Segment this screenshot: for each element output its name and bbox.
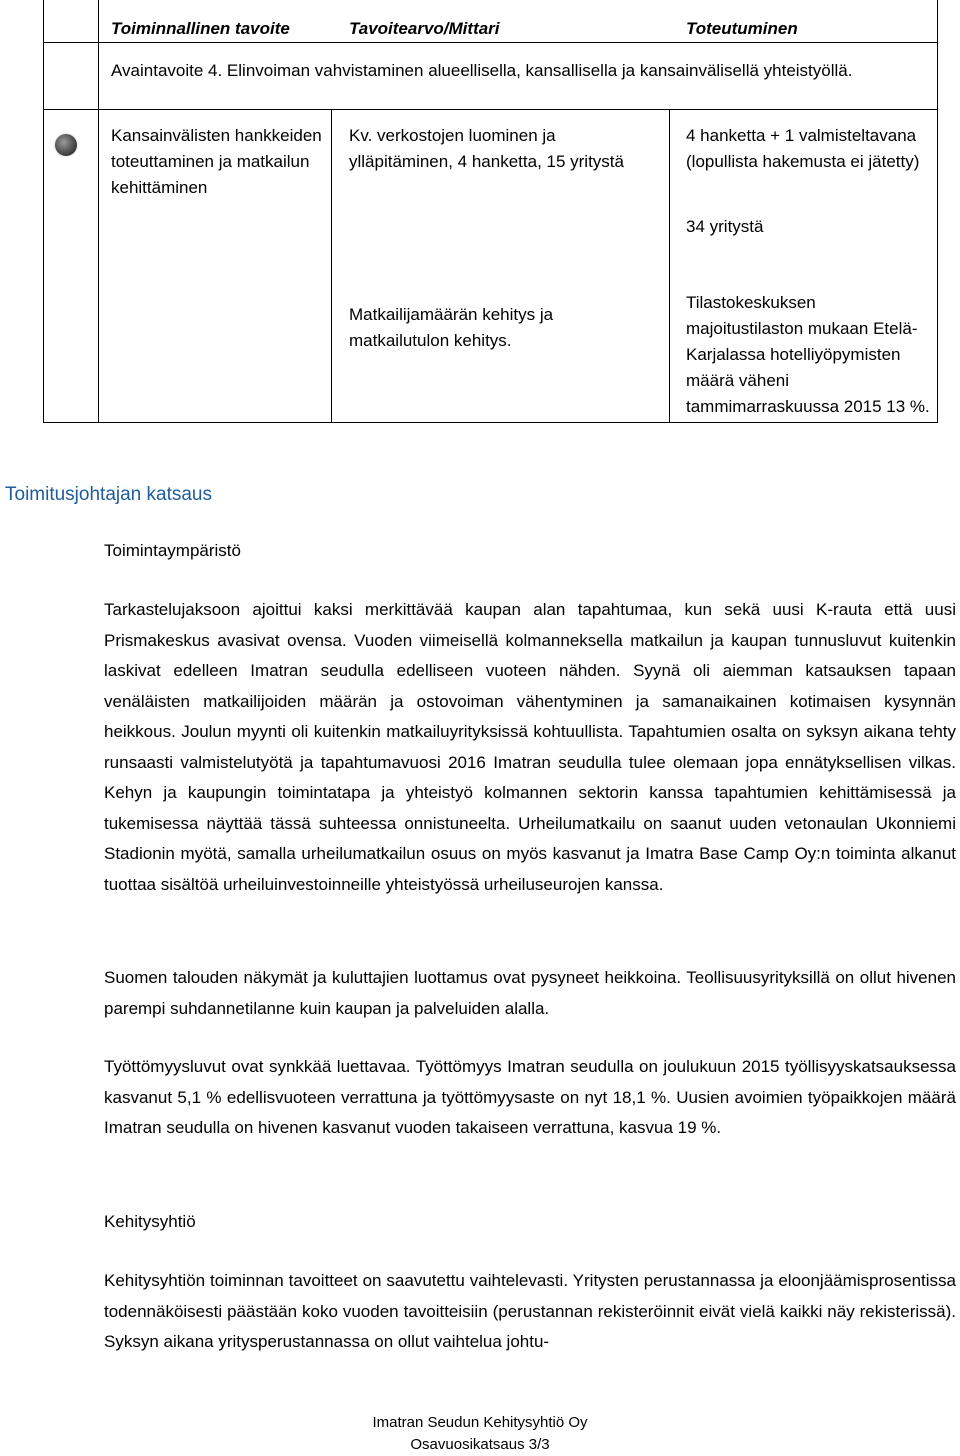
goal-text: Avaintavoite 4. Elinvoiman vahvistaminen alueellisella, kansallisella ja kansainvälisellä yhteistyöllä.	[111, 61, 853, 80]
table-col-divider-3	[669, 109, 670, 423]
table-row-divider-goal	[43, 109, 938, 110]
paragraph-2: Suomen talouden näkymät ja kuluttajien luottamus ovat pysyneet heikkoina. Teollisuusyrityksillä on ollut hivenen parempi suhdannetilanne kuin kaupan ja palveluiden alalla.	[104, 968, 956, 1018]
row1-result: 4 hanketta + 1 valmisteltavana (lopullista hakemusta ei jätetty)	[686, 126, 920, 171]
row1-result-companies: 34 yritystä	[686, 217, 764, 236]
table-border-left	[43, 0, 44, 423]
header-objective: Toiminnallinen tavoite	[111, 19, 290, 38]
row2-result: Tilastokeskuksen majoitustilaston mukaan Etelä-Karjalassa hotelliyöpymisten määrä väheni tammimarraskuussa 2015 13 %.	[686, 293, 930, 416]
footer-company: Imatran Seudun Kehitysyhtiö Oy	[372, 1414, 588, 1431]
paragraph-3: Työttömyysluvut ovat synkkää luettavaa. Työttömyys Imatran seudulla on joulukuun 2015 työllisyyskatsauksessa kasvanut 5,1 % edellisvuoteen verrattuna ja työttömyysaste on nyt 18,1 %. Uusien avoimien työpaikkojen määrä Imatran seudulla on hivenen kasvanut vuoden takaiseen verrattuna, kasvua 19 %.	[104, 1057, 956, 1137]
row1-target: Kv. verkostojen luominen ja ylläpitäminen, 4 hanketta, 15 yritystä	[349, 126, 624, 171]
subheading-toimintaymparisto: Toimintaympäristö	[104, 541, 241, 560]
footer-page: Osavuosikatsaus 3/3	[410, 1436, 550, 1453]
table-row-divider-header	[43, 42, 938, 43]
row1-objective: Kansainvälisten hankkeiden toteuttaminen ja matkailun kehittäminen	[111, 126, 322, 197]
section-title: Toimitusjohtajan katsaus	[5, 484, 212, 505]
row2-target: Matkailijamäärän kehitys ja matkailutulon kehitys.	[349, 305, 554, 350]
paragraph-1: Tarkastelujaksoon ajoittui kaksi merkittävää kaupan alan tapahtumaa, kun sekä uusi K-rauta että uusi Prismakeskus avasivat ovensa. Vuoden viimeisellä kolmanneksella matkailun ja kaupan tunnusluvut kuitenkin laskivat edelleen Imatran seudulla edelliseen vuoteen nähden. Syynä oli aiemman katsauksen tapaan venäläisten matkailijoiden määrän ja ostovoiman vähentyminen ja samanaikainen kotimaisen kysynnän heikkous. Joulun myynti oli kuitenkin matkailuyrityksissä kohtuullista. Tapahtumien osalta on syksyn aikana tehty runsaasti valmistelutyötä ja tapahtumavuosi 2016 Imatran seudulla tulee olemaan jopa ennätyksellisen vilkas. Kehyn ja kaupungin toimintatapa ja yhteistyö kolmannen sektorin kanssa tapahtumien kehittämisessä ja tukemisessa näyttää tässä suhteessa onnistuneelta. Urheilumatkailu on saanut uuden vetonaulan Ukonniemi Stadionin myötä, samalla urheilumatkailun osuus on myös kasvanut ja Imatra Base Camp Oy:n toiminta alkanut tuottaa sisältöä urheiluinvestoinneille yhteistyössä urheiluseurojen kanssa.	[104, 600, 956, 894]
header-result: Toteutuminen	[686, 19, 798, 38]
table-border-bottom	[43, 422, 938, 423]
subheading-kehitysyhtio: Kehitysyhtiö	[104, 1212, 196, 1231]
table-col-divider-1	[98, 0, 99, 423]
table-col-divider-2	[331, 109, 332, 423]
header-target: Tavoitearvo/Mittari	[349, 19, 500, 38]
goal-row	[111, 58, 901, 84]
table-border-right	[937, 0, 938, 423]
paragraph-4: Kehitysyhtiön toiminnan tavoitteet on saavutettu vaihtelevasti. Yritysten perustannassa ja eloonjäämisprosentissa todennäköisesti päästään koko vuoden tavoitteisiin (perustannan rekisteröinnit eivät vielä kaikki näy rekisterissä). Syksyn aikana yritysperustannassa on ollut vaihtelua johtu-	[104, 1271, 956, 1351]
bullet-icon	[55, 134, 77, 156]
